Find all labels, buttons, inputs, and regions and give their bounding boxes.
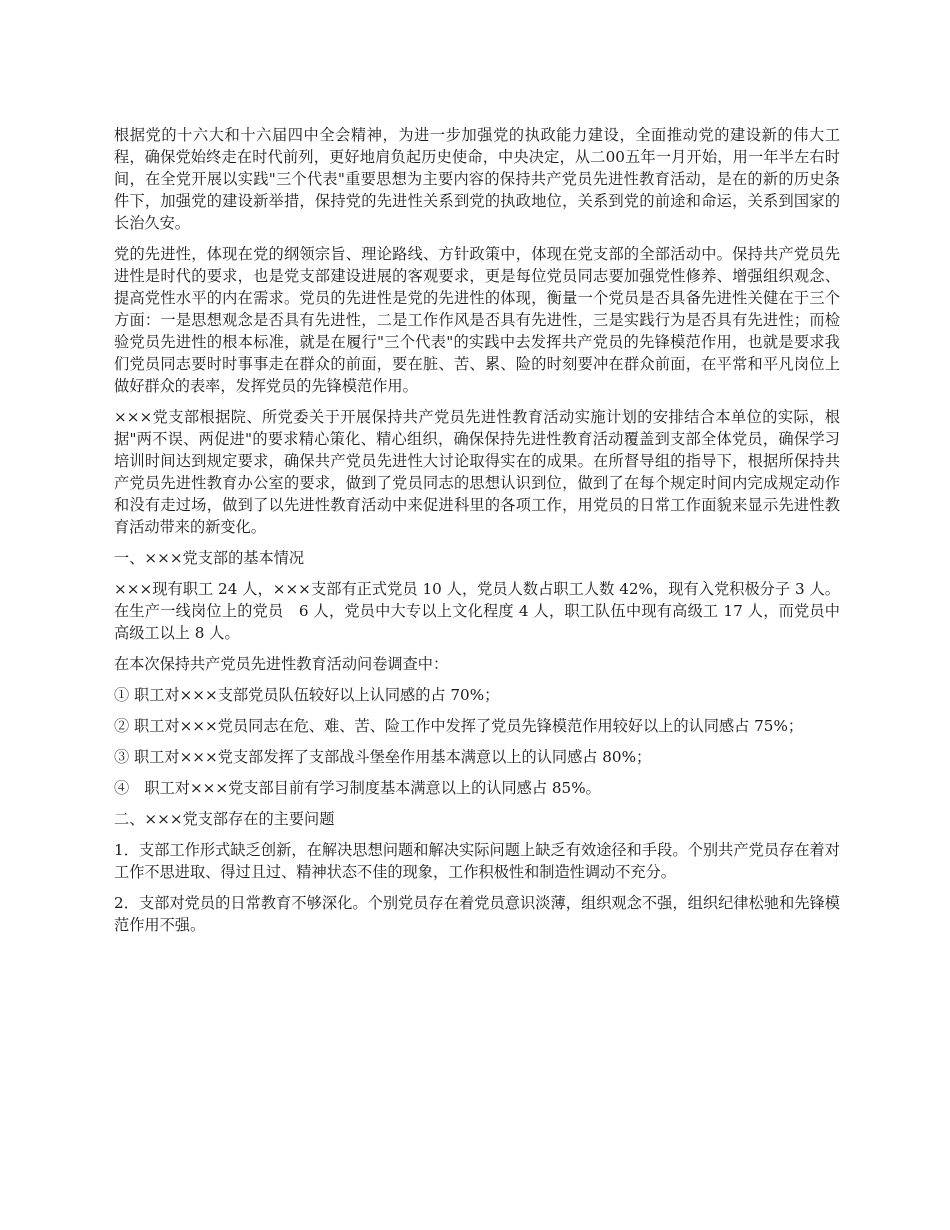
intro-paragraph: 根据党的十六大和十六届四中全会精神，为进一步加强党的执政能力建设，全面推动党的建设新的伟大工程，确保党始终走在时代前列，更好地肩负起历史使命，中央决定，从二00五年一月开始，用一年半左右时间，在全党开展以实践"三个代表"重要思想为主要内容的保持共产党员先进性教育活动，是在的新的历史条件下，加强党的建设新举措，保持党的先进性关系到党的执政地位，关系到党的前途和命运，关系到国家的长治久安。 bbox=[114, 126, 840, 232]
advancement-paragraph: 党的先进性，体现在党的纲领宗旨、理论路线、方针政策中，体现在党支部的全部活动中。保持共产党员先进性是时代的要求，也是党支部建设进展的客观要求，更是每位党员同志要加强党性修养、增强组织观念、提高党性水平的内在需求。党员的先进性是党的先进性的体现，衡量一个党员是否具备先进性关健在于三个方面：一是思想观念是否具有先进性，二是工作作风是否具有先进性，三是实践行为是否具有先进性；而检验党员先进性的根本标准，就是在履行"三个代表"的实践中去发挥共产党员的先锋模范作用，也就是要求我们党员同志要时时事事走在群众的前面，要在脏、苦、累、险的时刻要冲在群众前面，在平常和平凡岗位上做好群众的表率，发挥党员的先锋模范作用。 bbox=[114, 245, 840, 395]
section-heading-basic-situation: 一、×××党支部的基本情况 bbox=[114, 549, 305, 567]
problem-item-2: 2．支部对党员的日常教育不够深化。个别党员存在着党员意识淡薄，组织观念不强，组织纪律松驰和先锋模范作用不强。 bbox=[114, 894, 840, 934]
survey-item-1: ① 职工对×××支部党员队伍较好以上认同感的占 70%； bbox=[114, 686, 500, 704]
survey-intro-paragraph: 在本次保持共产党员先进性教育活动问卷调查中： bbox=[114, 655, 449, 673]
document-page bbox=[114, 124, 840, 945]
survey-item-2: ② 职工对×××党员同志在危、难、苦、险工作中发挥了党员先锋模范作用较好以上的认同感占 75%； bbox=[114, 717, 804, 735]
survey-item-4: ④ 职工对×××党支部目前有学习制度基本满意以上的认同感占 85%。 bbox=[114, 779, 601, 797]
survey-item-3: ③ 职工对×××党支部发挥了支部战斗堡垒作用基本满意以上的认同感占 80%； bbox=[114, 748, 652, 766]
section-heading-main-problems: 二、×××党支部存在的主要问题 bbox=[114, 810, 335, 828]
branch-activity-paragraph: ×××党支部根据院、所党委关于开展保持共产党员先进性教育活动实施计划的安排结合本单位的实际，根据"两不误、两促进"的要求精心策化、精心组织，确保保持先进性教育活动覆盖到支部全体党员，确保学习培训时间达到规定要求，确保共产党员先进性大讨论取得实在的成果。在所督导组的指导下，根据所保持共产党员先进性教育办公室的要求，做到了党员同志的思想认识到位，做到了在每个规定时间内完成规定动作和没有走过场，做到了以先进性教育活动中来促进科里的各项工作，用党员的日常工作面貌来显示先进性教育活动带来的新变化。 bbox=[114, 408, 840, 536]
problem-item-1: 1．支部工作形式缺乏创新，在解决思想问题和解决实际问题上缺乏有效途径和手段。个别共产党员存在着对工作不思进取、得过且过、精神状态不佳的现象，工作积极性和制造性调动不充分。 bbox=[114, 841, 840, 881]
staff-statistics-paragraph: ×××现有职工 24 人，×××支部有正式党员 10 人，党员人数占职工人数 42%，现有入党积极分子 3 人。在生产一线岗位上的党员 6 人，党员中大专以上文化程度 4 人，职工队伍中现有高级工 17 人，而党员中高级工以上 8 人。 bbox=[114, 580, 840, 642]
